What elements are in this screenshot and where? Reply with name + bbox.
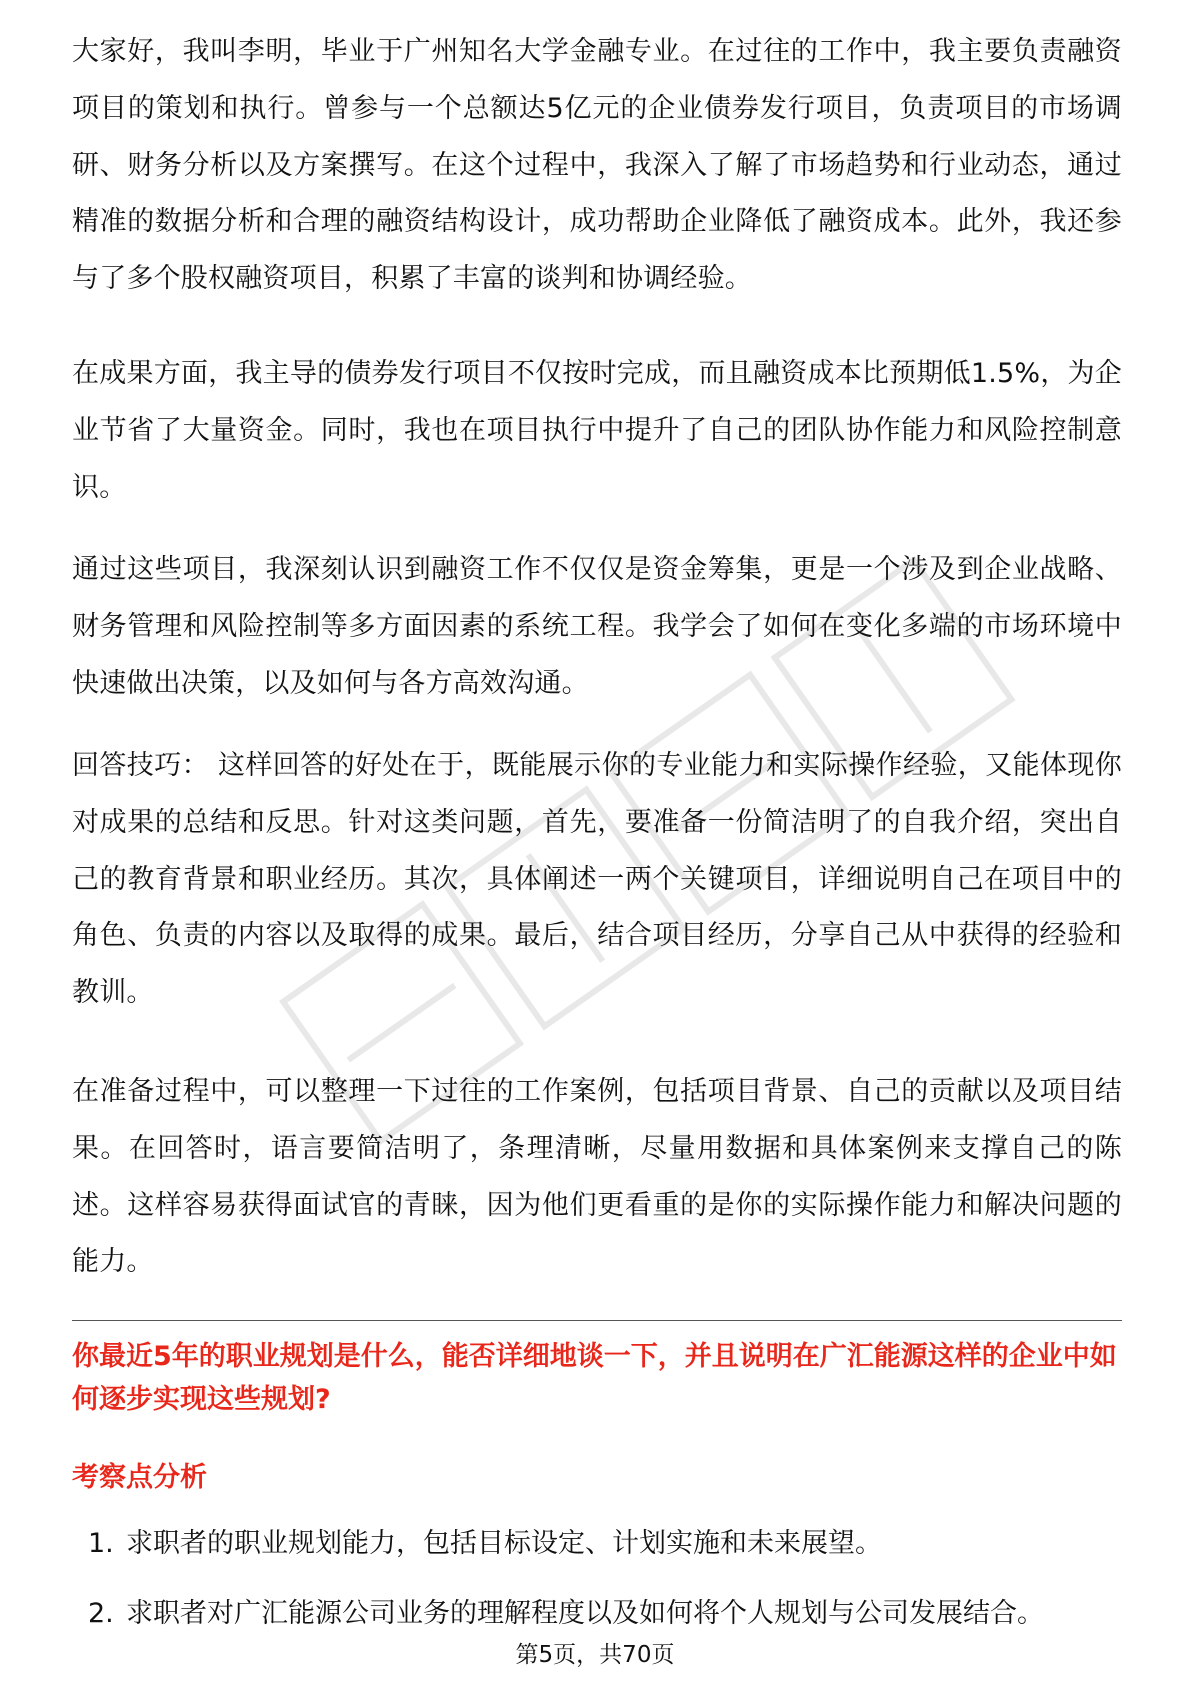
list-item-number: 2. <box>88 1598 114 1629</box>
paragraph-preparation: 在准备过程中，可以整理一下过往的工作案例，包括项目背景、自己的贡献以及项目结果。在回答时，语言要简洁明了，条理清晰，尽量用数据和具体案例来支撑自己的陈述。这样容易获得面试官的青睐，因为他们更看重的是你的实际操作能力和解决问题的能力。 <box>72 1076 1122 1278</box>
list-item-text: 求职者对广汇能源公司业务的理解程度以及如何将个人规划与公司发展结合。 <box>126 1598 1044 1629</box>
section-title: 考察点分析 <box>72 1462 207 1493</box>
interview-question: 你最近5年的职业规划是什么，能否详细地谈一下，并且说明在广汇能源这样的企业中如何逐步实现这些规划? <box>72 1341 1117 1415</box>
paragraph-intro: 大家好，我叫李明，毕业于广州知名大学金融专业。在过往的工作中，我主要负责融资项目的策划和执行。曾参与一个总额达5亿元的企业债券发行项目，负责项目的市场调研、财务分析以及方案撰写。在这个过程中，我深入了解了市场趋势和行业动态，通过精准的数据分析和合理的融资结构设计，成功帮助企业降低了融资成本。此外，我还参与了多个股权融资项目，积累了丰富的谈判和协调经验。 <box>72 36 1122 295</box>
section-divider <box>72 1320 1122 1321</box>
paragraph-results: 在成果方面，我主导的债券发行项目不仅按时完成，而且融资成本比预期低1.5%，为企业节省了大量资金。同时，我也在项目执行中提升了自己的团队协作能力和风险控制意识。 <box>72 358 1122 503</box>
paragraph-reflection: 通过这些项目，我深刻认识到融资工作不仅仅是资金筹集，更是一个涉及到企业战略、财务管理和风险控制等多方面因素的系统工程。我学会了如何在变化多端的市场环境中快速做出决策，以及如何与各方高效沟通。 <box>72 554 1122 699</box>
list-item-number: 1. <box>88 1528 114 1559</box>
list-item <box>72 1524 1122 1594</box>
list-item-text: 求职者的职业规划能力，包括目标设定、计划实施和未来展望。 <box>126 1528 882 1559</box>
page-footer: 第5页，共70页 <box>515 1642 675 1668</box>
paragraph-answer-tips: 回答技巧： 这样回答的好处在于，既能展示你的专业能力和实际操作经验，又能体现你对成果的总结和反思。针对这类问题，首先，要准备一份简洁明了的自我介绍，突出自己的教育背景和职业经历。其次，具体阐述一两个关键项目，详细说明自己在项目中的角色、负责的内容以及取得的成果。最后，结合项目经历，分享自己从中获得的经验和教训。 <box>72 750 1122 1009</box>
